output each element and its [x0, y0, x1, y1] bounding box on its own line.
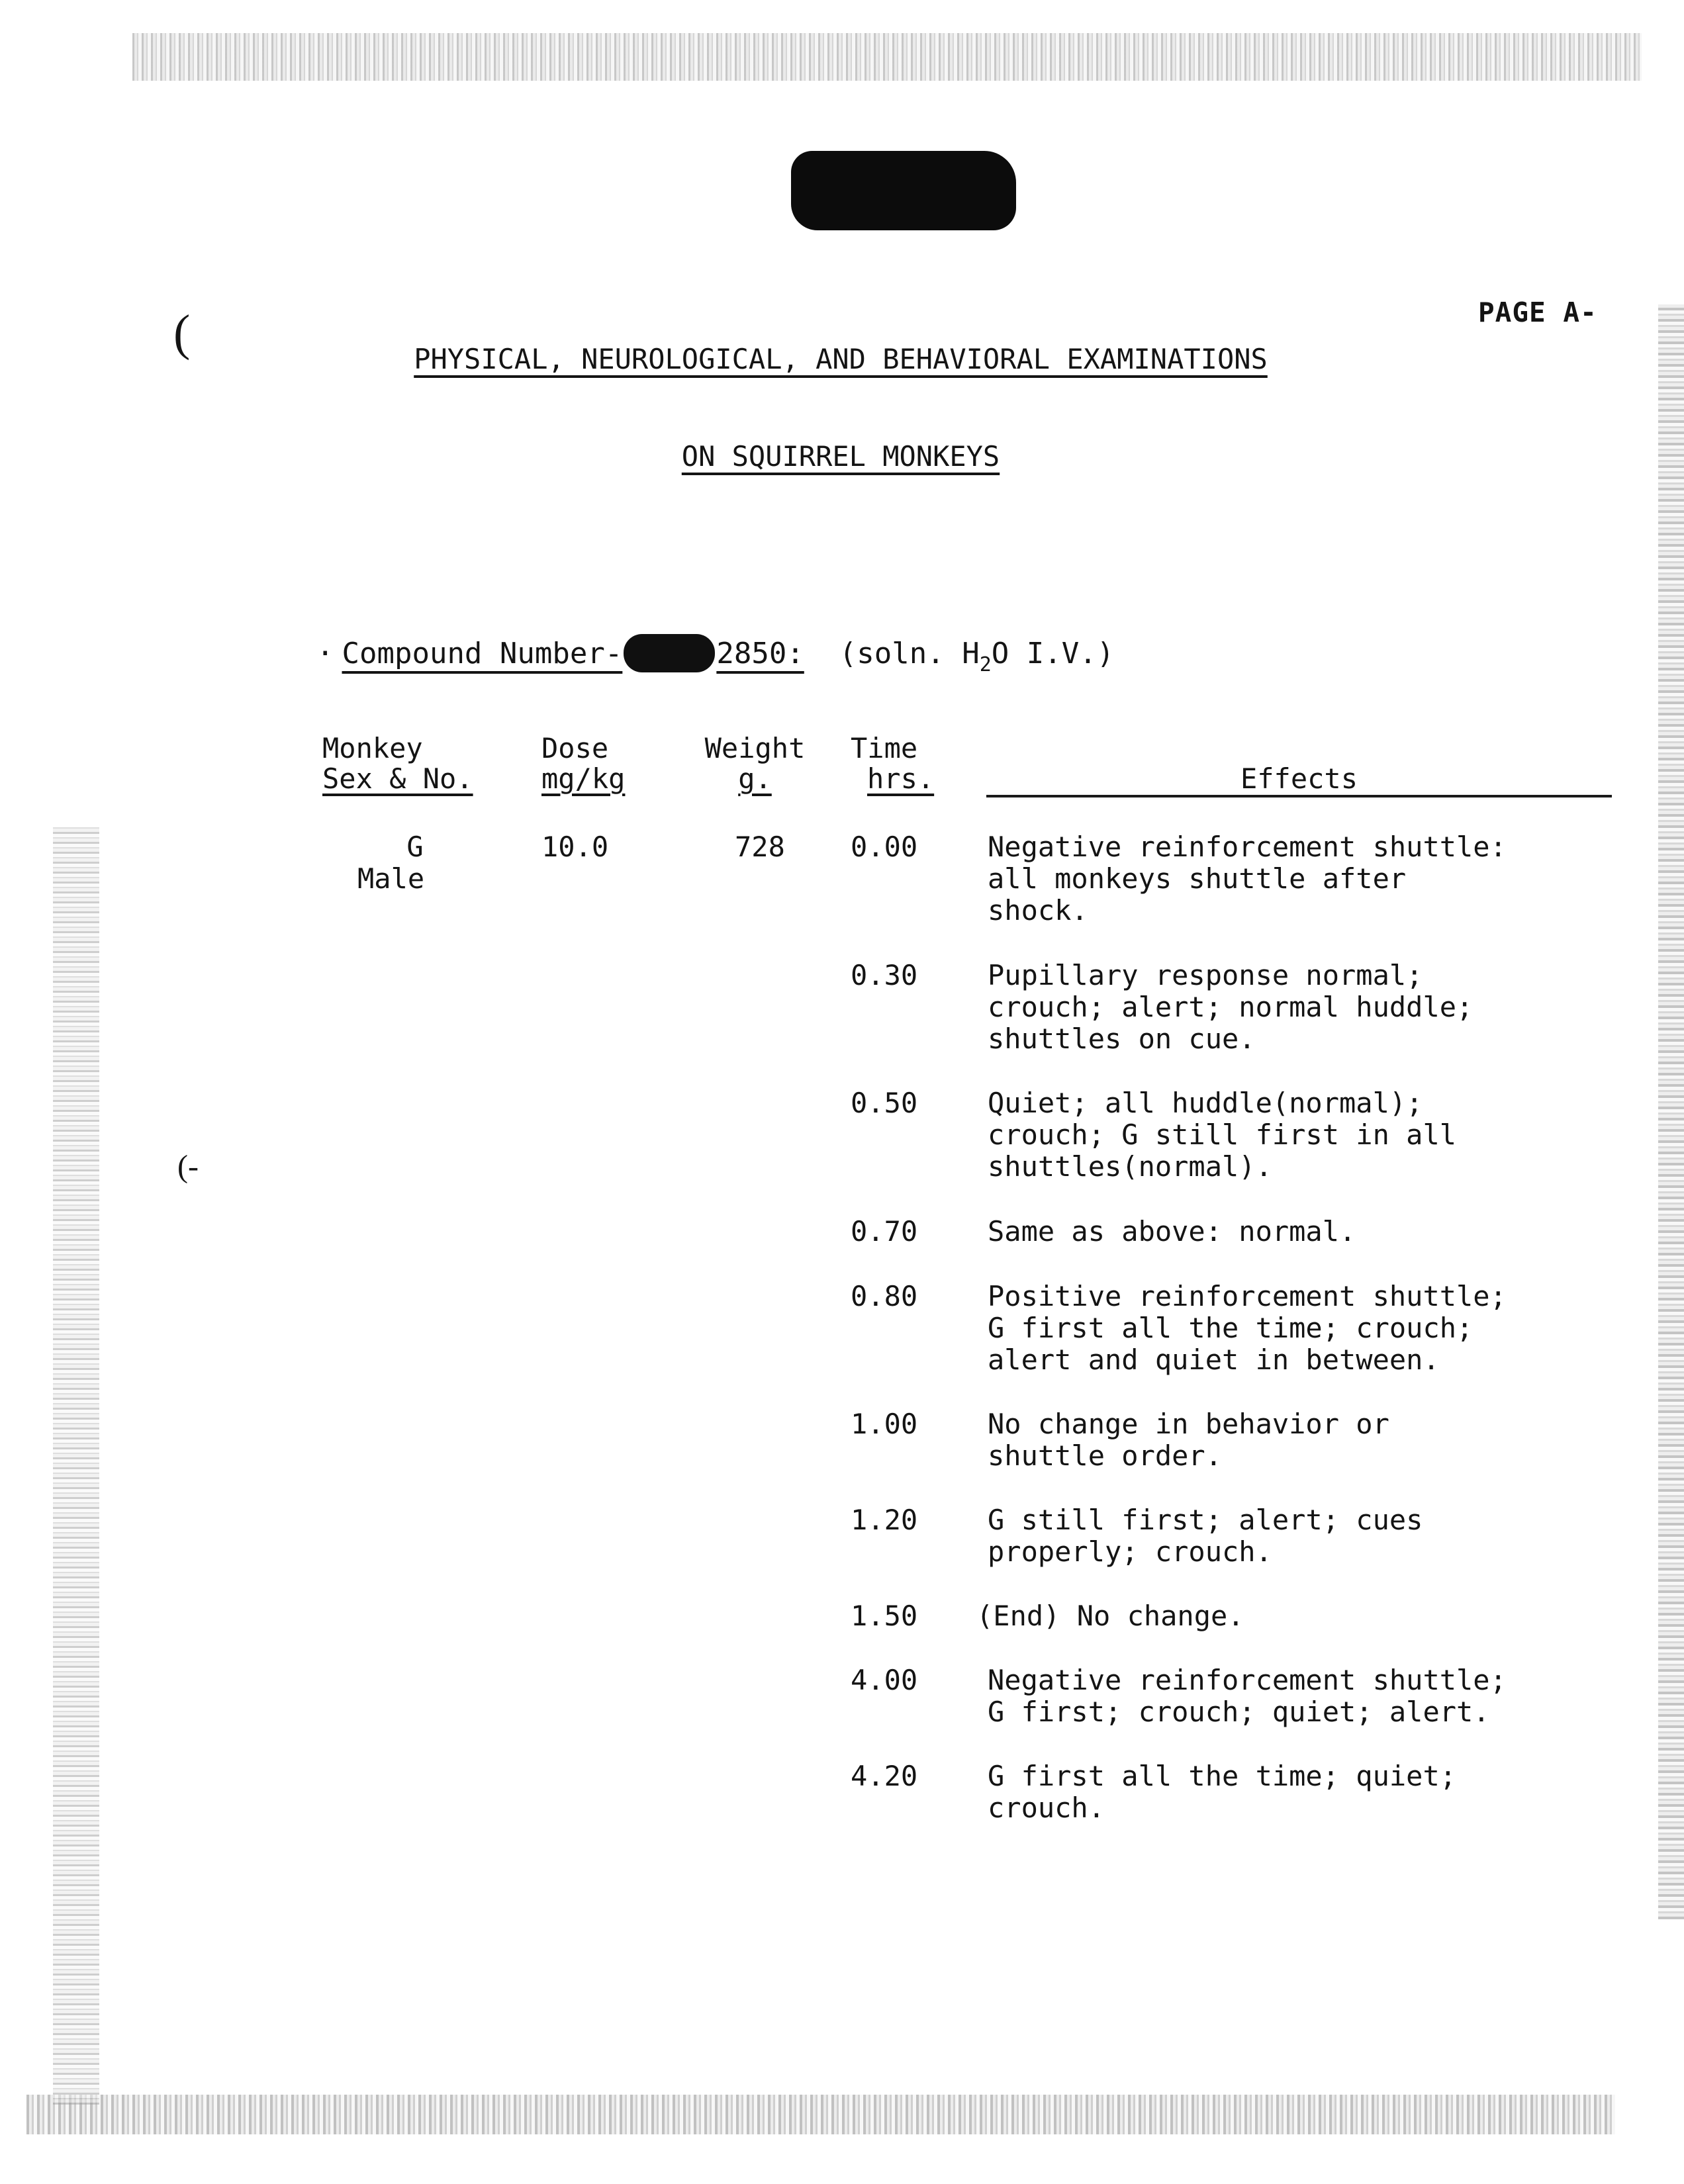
- subject-dose: 10.0: [541, 831, 609, 863]
- subject-weight: 728: [735, 831, 785, 863]
- effect-text: Quiet; all huddle(normal); crouch; G still first in all shuttles(normal).: [988, 1087, 1457, 1183]
- compound-number-label: Compound Number- 2850:: [342, 637, 804, 670]
- effect-text: Positive reinforcement shuttle; G first all the time; crouch; alert and quiet in between.: [988, 1280, 1507, 1376]
- scan-noise-bottom: [26, 2095, 1615, 2134]
- scan-noise-right: [1658, 304, 1684, 1919]
- effect-text: (End) No change.: [976, 1600, 1244, 1632]
- solution-note: (soln. $H_2O$ I.V.): [839, 637, 1115, 676]
- time-value: 0.80: [851, 1280, 918, 1312]
- time-value: 0.00: [851, 831, 918, 863]
- effect-text: G first all the time; quiet; crouch.: [988, 1760, 1457, 1824]
- effect-text: Pupillary response normal; crouch; alert; normal huddle; shuttles on cue.: [988, 959, 1474, 1055]
- effect-text: Negative reinforcement shuttle; G first; crouch; quiet; alert.: [988, 1664, 1507, 1728]
- time-value: 0.50: [851, 1087, 918, 1119]
- scan-noise-left: [53, 827, 99, 2105]
- margin-mark: (-: [177, 1149, 199, 1184]
- time-value: 4.20: [851, 1760, 918, 1792]
- scan-noise-top: [132, 33, 1642, 81]
- subject-id: G: [406, 831, 424, 863]
- page-label: PAGE A-: [1478, 296, 1597, 328]
- column-header-effects: Effects: [1240, 762, 1358, 795]
- time-value: 0.30: [851, 959, 918, 991]
- column-header-weight: Weight g.: [704, 732, 806, 795]
- time-value: 0.70: [851, 1215, 918, 1248]
- column-header-time: Time hrs.: [851, 732, 935, 795]
- effect-text: G still first; alert; cues properly; crouch.: [988, 1504, 1423, 1568]
- effect-text: Negative reinforcement shuttle: all monkeys shuttle after shock.: [988, 831, 1507, 927]
- time-value: 1.00: [851, 1408, 918, 1440]
- time-value: 4.00: [851, 1664, 918, 1696]
- column-header-monkey: Monkey Sex & No.: [322, 732, 473, 795]
- redaction-mark: [624, 634, 715, 672]
- column-header-dose: Dose mg/kg: [541, 732, 626, 795]
- document-title: PHYSICAL, NEUROLOGICAL, AND BEHAVIORAL EXAMINATIONS: [414, 343, 1268, 375]
- bullet: ·: [316, 637, 334, 670]
- margin-paren: (: [173, 305, 191, 361]
- document-subtitle: ON SQUIRREL MONKEYS: [681, 440, 1000, 473]
- compound-line: [316, 634, 1114, 676]
- effect-text: No change in behavior or shuttle order.: [988, 1408, 1389, 1472]
- effects-header-rule: [986, 795, 1612, 797]
- redaction-mark: [791, 151, 1016, 230]
- subject-sex: Male: [357, 862, 425, 895]
- time-value: 1.50: [851, 1600, 918, 1632]
- time-value: 1.20: [851, 1504, 918, 1536]
- effect-text: Same as above: normal.: [988, 1215, 1356, 1248]
